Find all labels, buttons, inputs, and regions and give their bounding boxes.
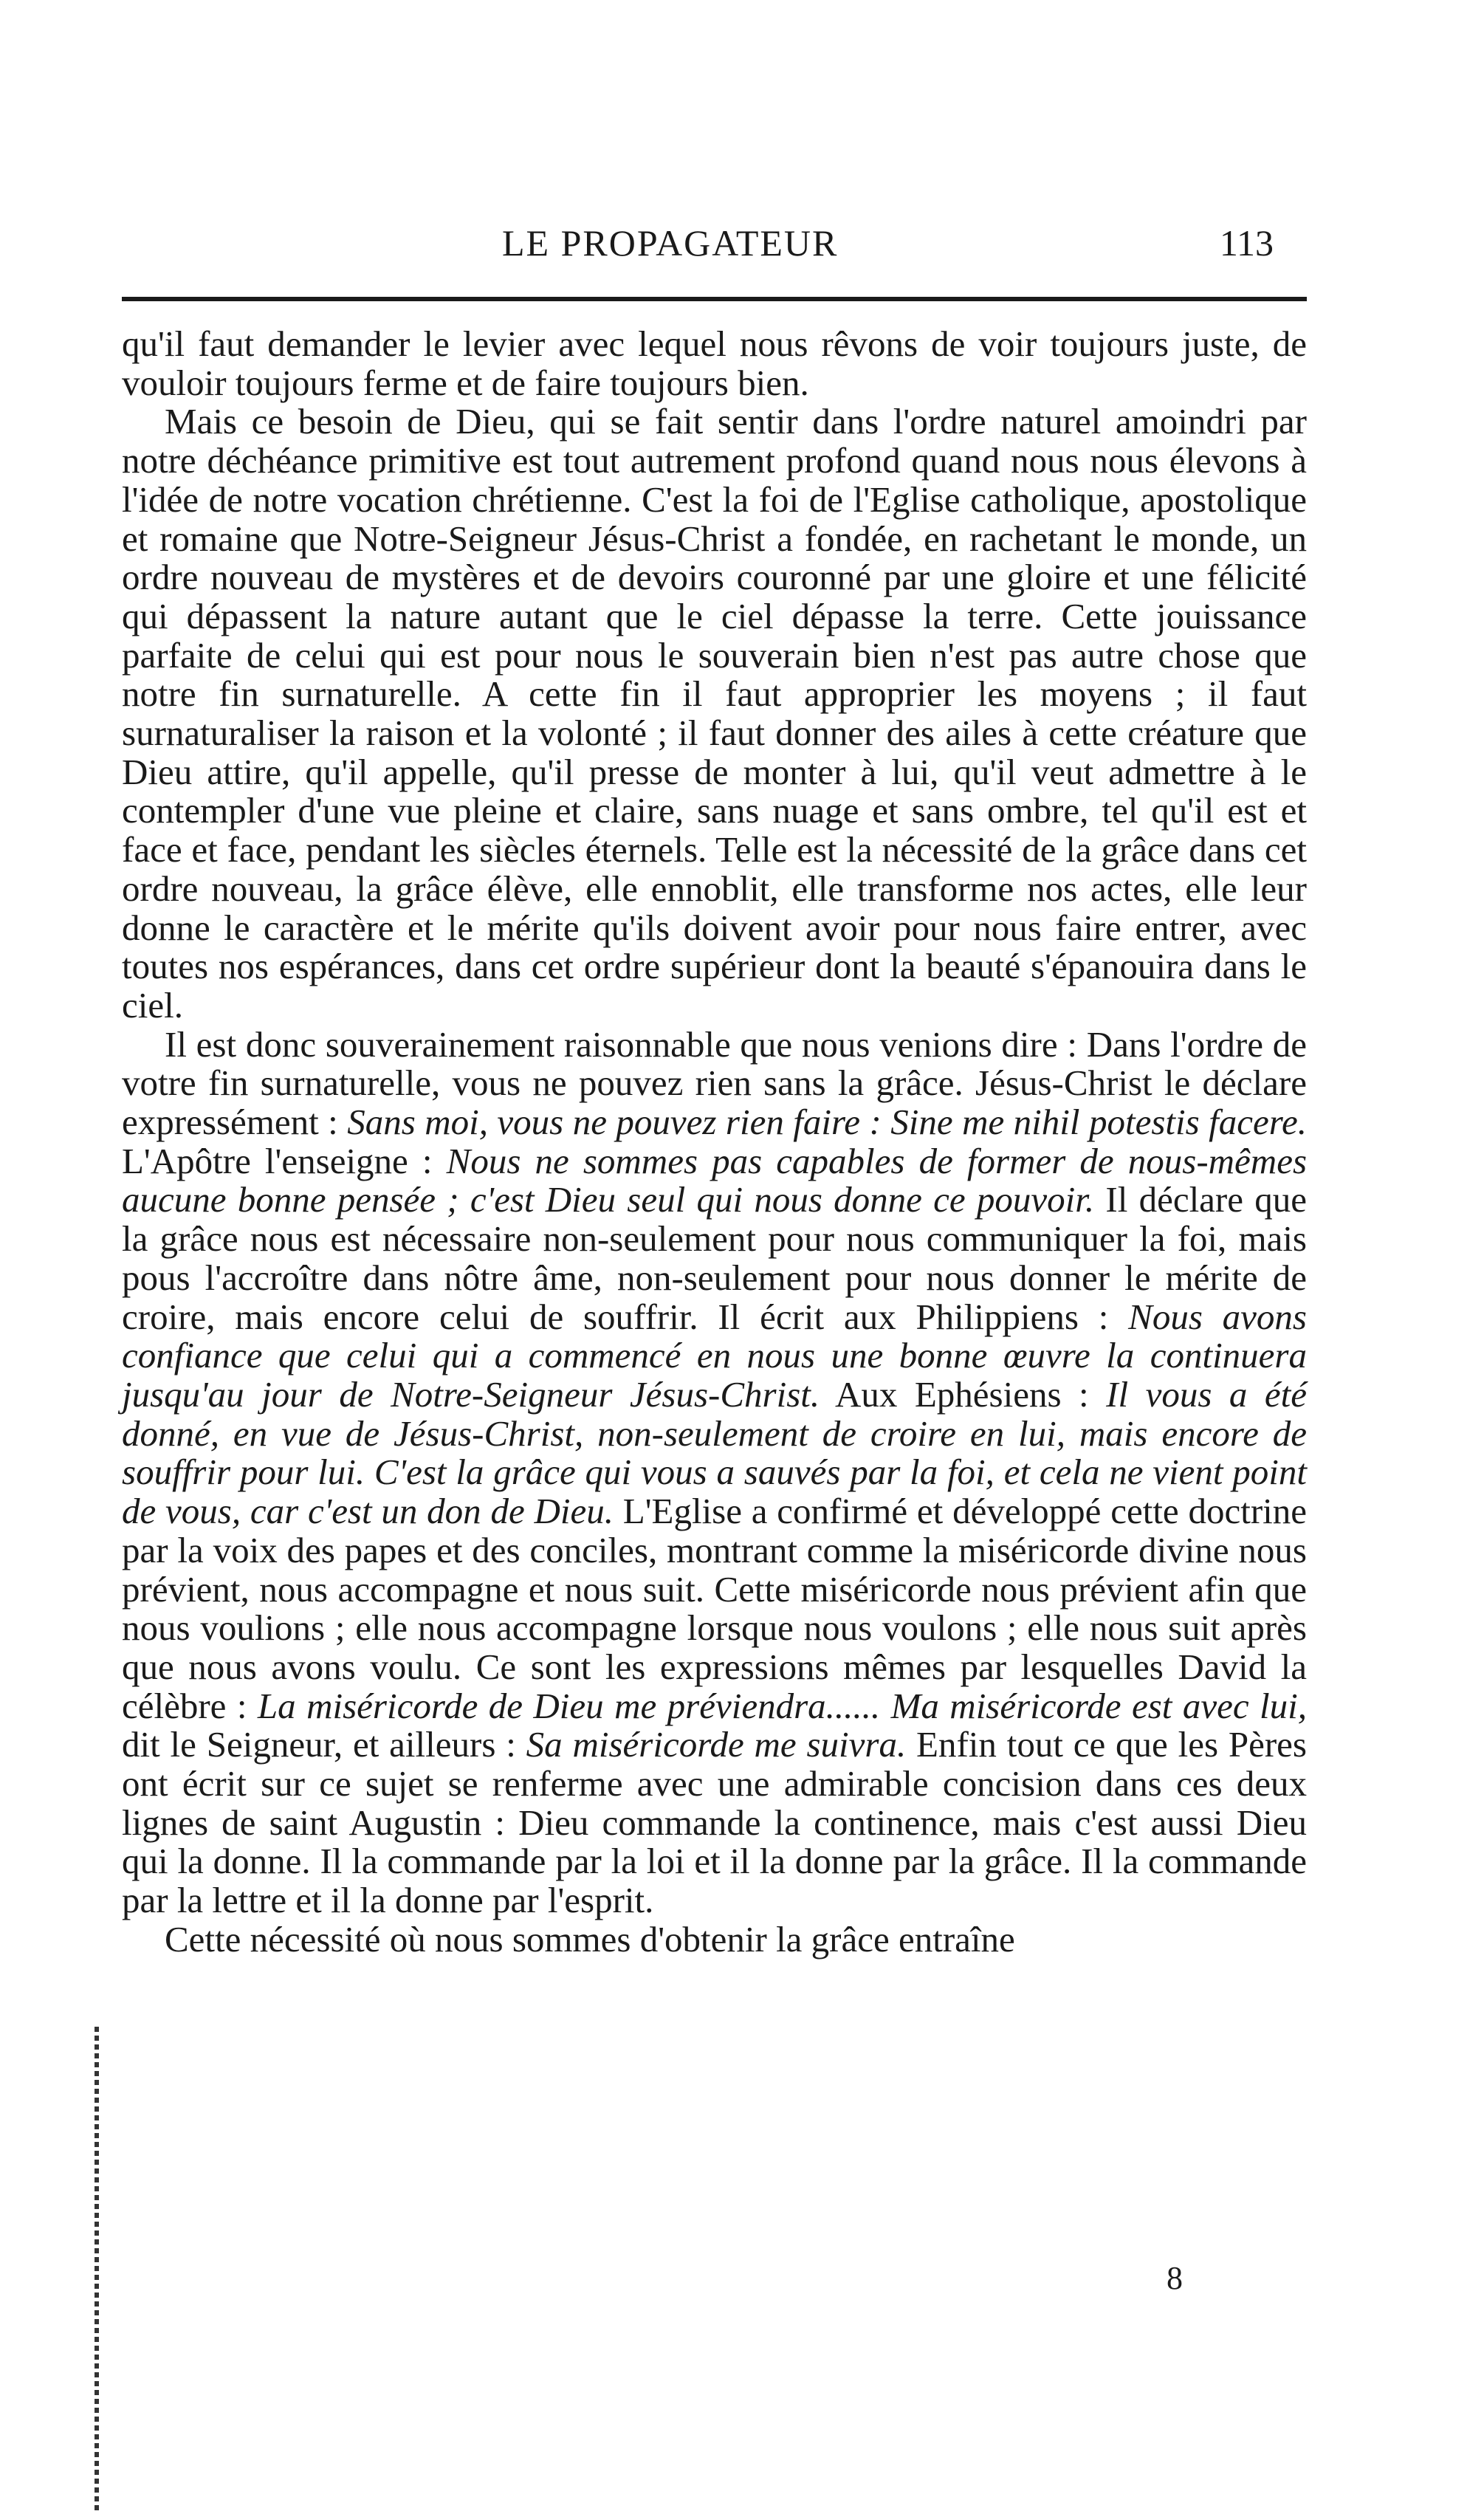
paragraph (122, 1920, 1307, 1960)
paragraph (122, 325, 1307, 402)
italic-quotation: Nous ne sommes pas capables de former de nous-mêmes aucune bonne pensée ; c'est Dieu seul qui nous donne ce pouvoir. (122, 1140, 1308, 1220)
paragraph (122, 402, 1307, 1025)
paragraph (122, 1023, 1308, 1921)
text-run: Il déclare que la grâce nous est nécessaire non-seulement pour nous communiquer la foi, mais pous l'accroître dans nôtre âme, non-seulement pour nous donner le mérite de croire, mais encore celui de souffrir. Il écrit aux Philippiens : (122, 1179, 1307, 1337)
text-run: dit le Seigneur, et ailleurs : (122, 1724, 526, 1765)
body-text (122, 325, 1307, 1960)
text-run: Enfin tout ce que les Pères ont écrit sur ce sujet se renferme avec une admirable concision dans ces deux lignes de saint Augustin : Dieu commande la continence, mais c'est aussi Dieu qui la donne. Il la commande par la loi et il la donne par la grâce. Il la commande par la lettre et il la donne par l'esprit. (122, 1724, 1307, 1921)
header-rule (122, 297, 1307, 301)
scan-edge-artifact (95, 2027, 99, 2514)
text-run: Cette nécessité où nous sommes d'obtenir la grâce entraîne (165, 1918, 1015, 1960)
page-number: 113 (1219, 222, 1274, 264)
text-run: Mais ce besoin de Dieu, qui se fait sentir dans l'ordre naturel amoindri par notre déchéance primitive est tout autrement profond quand nous nous élevons à l'idée de notre vocation chrétienne. C'est la foi de l'Eglise catholique, apostolique et romaine que Notre-Seigneur Jésus-Christ a fondée, en rachetant le monde, un ordre nouveau de mystères et de devoirs couronné par une gloire et une félicité qui dépassent la nature autant que le ciel dépasse la terre. Cette jouissance parfaite de celui qui est pour nous le souverain bien n'est pas autre chose que notre fin surnaturelle. A cette fin il faut approprier les moyens ; il faut surnaturaliser la raison et la volonté ; il faut donner des ailes à cette créature que Dieu attire, qu'il appelle, qu'il presse de monter à lui, qu'il veut admettre à le contempler d'une vue pleine et claire, sans nuage et sans ombre, tel qu'il est et face et face, pendant les siècles éternels. Telle est la nécessité de la grâce dans cet ordre nouveau, la grâce élève, elle ennoblit, elle transforme nos actes, elle leur donne le caractère et le mérite qu'ils doivent avoir pour nous faire entrer, avec toutes nos espérances, dans cet ordre supérieur dont la beauté s'épanouira dans le ciel. (122, 401, 1307, 1026)
text-run: Il est donc souverainement raisonnable que nous venions dire : Dans l'ordre de votre fin surnaturelle, vous ne pouvez rien sans la grâce. Jésus-Christ le déclare expressément : (122, 1023, 1307, 1143)
running-title: LE PROPAGATEUR (502, 222, 839, 264)
text-run: L'Apôtre l'enseigne : (122, 1140, 447, 1181)
italic-quotation: Sa miséricorde me suivra. (526, 1724, 907, 1765)
italic-quotation: La miséricorde de Dieu me préviendra...... Ma miséricorde est avec lui, (257, 1685, 1307, 1726)
text-run: Aux Ephésiens : (820, 1373, 1107, 1415)
signature-mark: 8 (1167, 2260, 1183, 2296)
italic-quotation: Il vous a été donné, en vue de Jésus-Christ, non-seulement de croire en lui, mais encore de souffrir pour lui. C'est la grâce qui vous a sauvés par la foi, et cela ne vient point de vous, car c'est un don de Dieu. (122, 1373, 1308, 1532)
page-header (122, 221, 1303, 266)
italic-quotation: Sans moi, vous ne pouvez rien faire : Sine me nihil potestis facere. (347, 1102, 1307, 1143)
text-run: L'Eglise a confirmé et développé cette doctrine par la voix des papes et des conciles, montrant comme la miséricorde divine nous prévient, nous accompagne et nous suit. Cette miséricorde nous prévient afin que nous voulions ; elle nous accompagne lorsque nous voulons ; elle nous suit après que nous avons voulu. Ce sont les expressions mêmes par lesquelles David la célèbre : (122, 1491, 1307, 1726)
text-run: qu'il faut demander le levier avec lequel nous rêvons de voir toujours juste, de vouloir toujours ferme et de faire toujours bien. (122, 323, 1307, 403)
italic-quotation: Nous avons confiance que celui qui a commencé en nous une bonne œuvre la continuera jusqu'au jour de Notre-Seigneur Jésus-Christ. (122, 1296, 1307, 1415)
